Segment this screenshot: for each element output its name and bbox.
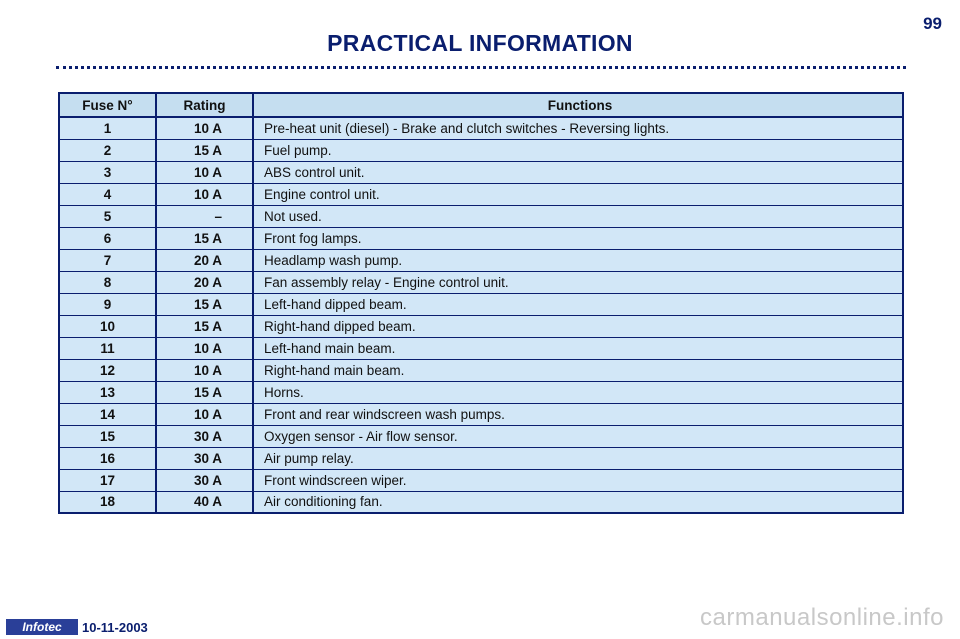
- table-row: [59, 381, 903, 403]
- table-row: [59, 403, 903, 425]
- rating-cell: 15 A: [156, 293, 253, 315]
- function-cell: Left-hand main beam.: [253, 337, 903, 359]
- fuse-number-cell: 2: [59, 139, 156, 161]
- rating-cell: 30 A: [156, 425, 253, 447]
- fuse-number-cell: 5: [59, 205, 156, 227]
- table-row: [59, 315, 903, 337]
- rating-cell: 15 A: [156, 227, 253, 249]
- function-cell: Air pump relay.: [253, 447, 903, 469]
- table-row: [59, 183, 903, 205]
- footer-date: 10-11-2003: [82, 620, 148, 635]
- function-cell: Headlamp wash pump.: [253, 249, 903, 271]
- fuse-number-cell: 12: [59, 359, 156, 381]
- function-cell: Front windscreen wiper.: [253, 469, 903, 491]
- rating-cell: 30 A: [156, 469, 253, 491]
- rating-cell: 10 A: [156, 359, 253, 381]
- rating-cell: 40 A: [156, 491, 253, 513]
- fuse-number-cell: 3: [59, 161, 156, 183]
- title-divider: [56, 66, 906, 69]
- function-cell: Engine control unit.: [253, 183, 903, 205]
- fuse-number-cell: 1: [59, 117, 156, 139]
- rating-cell: 20 A: [156, 249, 253, 271]
- table-row: [59, 491, 903, 513]
- fuse-number-cell: 17: [59, 469, 156, 491]
- table-row: [59, 205, 903, 227]
- column-header-fuse: Fuse N°: [59, 93, 156, 117]
- table-header-row: [59, 93, 903, 117]
- rating-cell: 15 A: [156, 139, 253, 161]
- function-cell: Horns.: [253, 381, 903, 403]
- function-cell: Oxygen sensor - Air flow sensor.: [253, 425, 903, 447]
- table-row: [59, 249, 903, 271]
- watermark: carmanualsonline.info: [700, 604, 944, 631]
- function-cell: Air conditioning fan.: [253, 491, 903, 513]
- infotec-logo: Infotec: [6, 619, 78, 635]
- table-row: [59, 447, 903, 469]
- function-cell: ABS control unit.: [253, 161, 903, 183]
- function-cell: Right-hand main beam.: [253, 359, 903, 381]
- function-cell: Right-hand dipped beam.: [253, 315, 903, 337]
- rating-cell: 10 A: [156, 161, 253, 183]
- rating-cell: 10 A: [156, 337, 253, 359]
- fuse-number-cell: 7: [59, 249, 156, 271]
- table-row: [59, 359, 903, 381]
- fuse-number-cell: 13: [59, 381, 156, 403]
- fuse-number-cell: 4: [59, 183, 156, 205]
- table-body: [59, 117, 903, 513]
- function-cell: Pre-heat unit (diesel) - Brake and clutch switches - Reversing lights.: [253, 117, 903, 139]
- column-header-rating: Rating: [156, 93, 253, 117]
- table-row: [59, 271, 903, 293]
- function-cell: Front and rear windscreen wash pumps.: [253, 403, 903, 425]
- fuse-table: [58, 92, 904, 514]
- rating-cell: 10 A: [156, 117, 253, 139]
- fuse-number-cell: 14: [59, 403, 156, 425]
- table-row: [59, 337, 903, 359]
- function-cell: Not used.: [253, 205, 903, 227]
- fuse-number-cell: 18: [59, 491, 156, 513]
- table-row: [59, 293, 903, 315]
- fuse-number-cell: 16: [59, 447, 156, 469]
- rating-cell: 20 A: [156, 271, 253, 293]
- rating-cell: 10 A: [156, 403, 253, 425]
- function-cell: Left-hand dipped beam.: [253, 293, 903, 315]
- rating-cell: 30 A: [156, 447, 253, 469]
- table-row: [59, 425, 903, 447]
- rating-cell: –: [156, 205, 253, 227]
- table-row: [59, 469, 903, 491]
- table-row: [59, 139, 903, 161]
- function-cell: Front fog lamps.: [253, 227, 903, 249]
- fuse-number-cell: 8: [59, 271, 156, 293]
- fuse-number-cell: 10: [59, 315, 156, 337]
- page-title: PRACTICAL INFORMATION: [327, 30, 633, 56]
- page-number: 99: [923, 14, 942, 33]
- fuse-number-cell: 9: [59, 293, 156, 315]
- fuse-number-cell: 11: [59, 337, 156, 359]
- column-header-functions: Functions: [253, 93, 903, 117]
- table-row: [59, 117, 903, 139]
- table-row: [59, 227, 903, 249]
- function-cell: Fuel pump.: [253, 139, 903, 161]
- fuse-number-cell: 6: [59, 227, 156, 249]
- function-cell: Fan assembly relay - Engine control unit.: [253, 271, 903, 293]
- rating-cell: 10 A: [156, 183, 253, 205]
- rating-cell: 15 A: [156, 315, 253, 337]
- rating-cell: 15 A: [156, 381, 253, 403]
- fuse-number-cell: 15: [59, 425, 156, 447]
- table-row: [59, 161, 903, 183]
